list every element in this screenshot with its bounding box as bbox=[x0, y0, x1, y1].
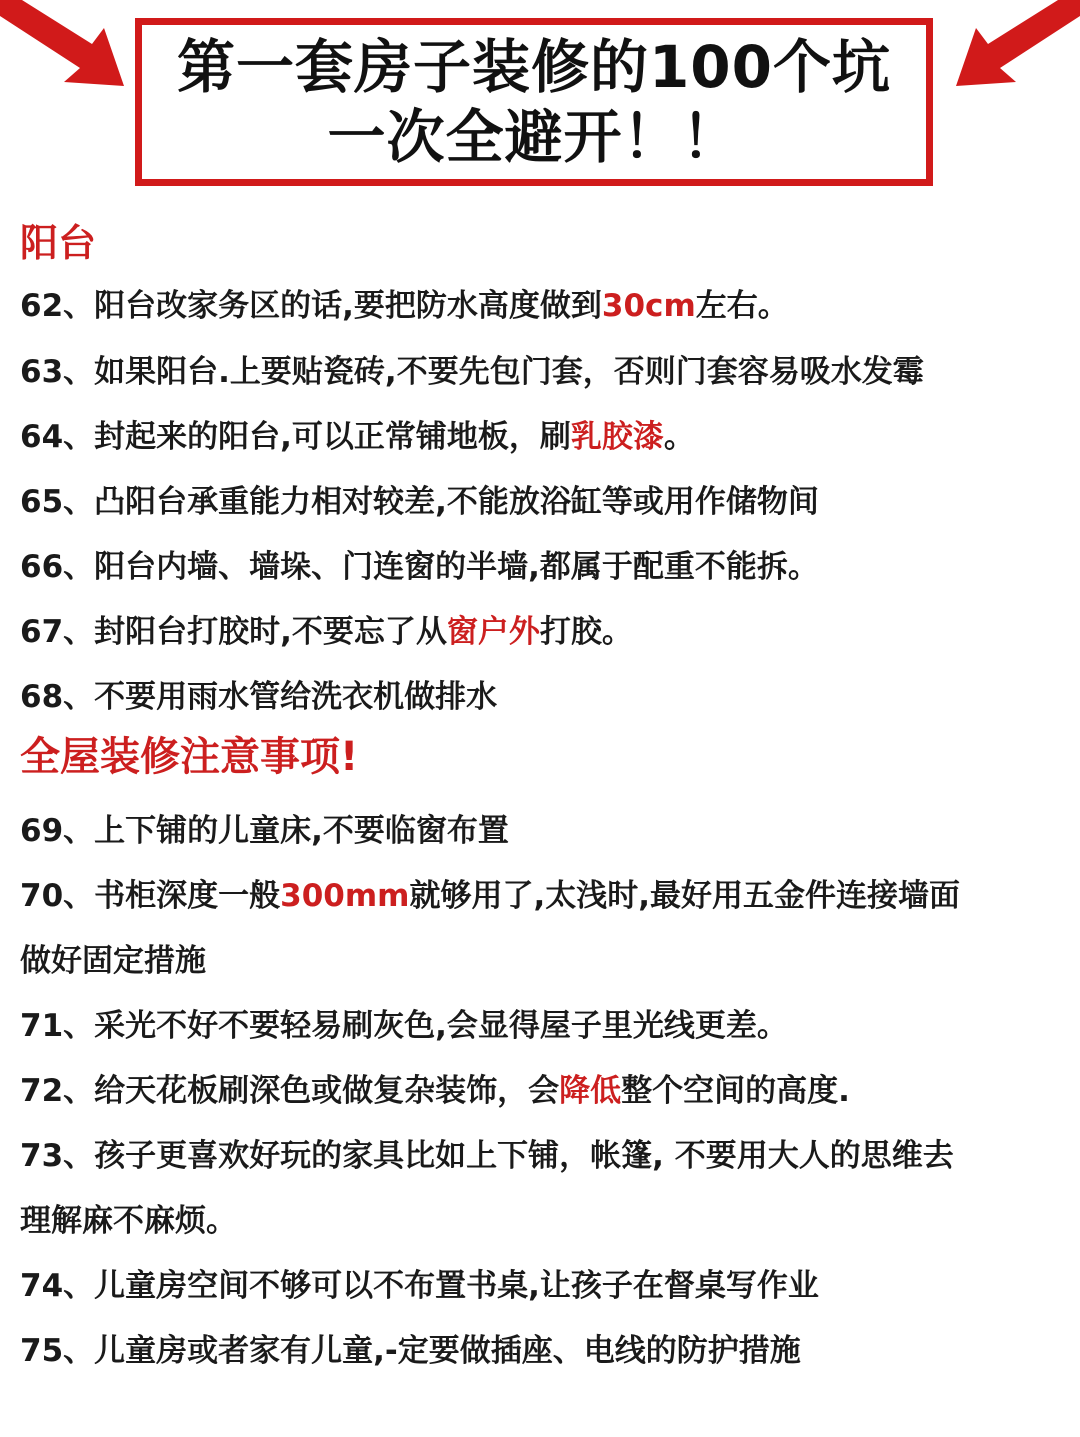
list-item: 62、阳台改家务区的话,要把防水高度做到30cm左右。 bbox=[20, 288, 789, 324]
list-item: 74、儿童房空间不够可以不布置书桌,让孩子在督桌写作业 bbox=[20, 1268, 819, 1304]
title-box bbox=[135, 18, 933, 186]
list-item: 65、凸阳台承重能力相对较差,不能放浴缸等或用作储物间 bbox=[20, 484, 819, 520]
list-item: 67、封阳台打胶时,不要忘了从窗户外打胶。 bbox=[20, 614, 633, 650]
list-item: 75、儿童房或者家有儿童,-定要做插座、电线的防护措施 bbox=[20, 1333, 801, 1369]
list-item: 69、上下铺的儿童床,不要临窗布置 bbox=[20, 813, 509, 849]
list-item: 72、给天花板刷深色或做复杂装饰，会降低整个空间的高度. bbox=[20, 1073, 850, 1109]
section-heading-whole-house: 全屋装修注意事项! bbox=[20, 734, 359, 780]
list-item: 66、阳台内墙、墙垛、门连窗的半墙,都属于配重不能拆。 bbox=[20, 549, 819, 585]
right-arrow-icon bbox=[940, 0, 1080, 95]
list-item: 70、书柜深度一般300mm就够用了,太浅时,最好用五金件连接墙面 bbox=[20, 878, 961, 914]
list-item: 64、封起来的阳台,可以正常铺地板，刷乳胶漆。 bbox=[20, 419, 695, 455]
left-arrow-icon bbox=[0, 0, 140, 95]
list-item-continuation: 理解麻不麻烦。 bbox=[20, 1203, 237, 1239]
list-item: 63、如果阳台.上要贴瓷砖,不要先包门套，否则门套容易吸水发霉 bbox=[20, 354, 924, 390]
list-item: 68、不要用雨水管给洗衣机做排水 bbox=[20, 679, 498, 715]
list-item: 71、采光不好不要轻易刷灰色,会显得屋子里光线更差。 bbox=[20, 1008, 788, 1044]
list-item-continuation: 做好固定措施 bbox=[20, 943, 206, 979]
list-item: 73、孩子更喜欢好玩的家具比如上下铺，帐篷, 不要用大人的思维去 bbox=[20, 1138, 954, 1174]
section-heading-balcony: 阳台 bbox=[20, 221, 97, 265]
page-title-line-1: 第一套房子装修的100个坑 bbox=[176, 33, 892, 101]
page-title-line-2: 一次全避开！！ bbox=[327, 103, 741, 171]
